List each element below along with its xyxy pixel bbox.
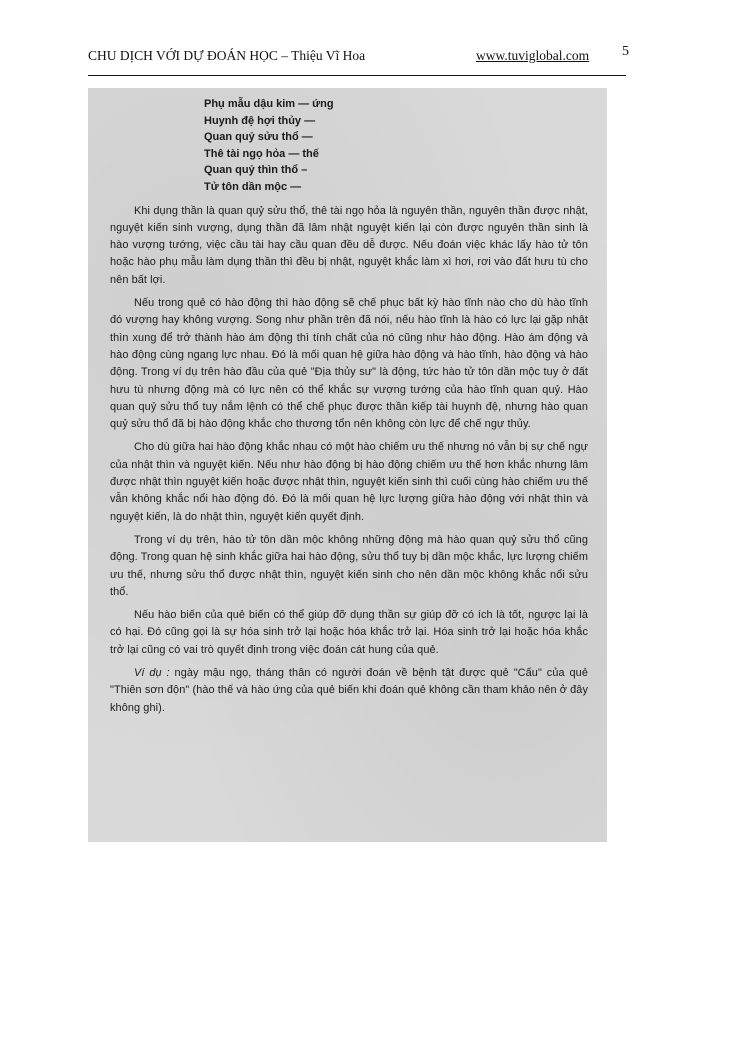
header-divider [88,75,626,76]
hexagram-line: Thê tài ngọ hỏa — thế [204,147,319,160]
example-text: ngày mậu ngọ, tháng thân có người đoán về bệnh tật được quẻ "Cấu" của quẻ "Thiên sơn độn" (hào thế và hào ứng của quẻ biến khi đoán quẻ không cần tham khảo nên ở đây không ghi). [110,666,588,714]
page-header [88,44,628,74]
hexagram-lines [204,96,588,196]
hexagram-line: Quan quỷ sửu thổ — [204,131,313,144]
book-title: CHU DỊCH VỚI DỰ ĐOÁN HỌC – Thiệu Vĩ Hoa [88,48,366,63]
scanned-text-block [110,96,588,717]
hexagram-line: Quan quỷ thìn thổ – [204,164,308,177]
website-link[interactable]: www.tuviglobal.com [476,48,590,63]
scanned-page-image [88,88,607,842]
page-number: 5 [622,44,629,59]
paragraph: Nếu hào biến của quẻ biến có thể giúp đỡ dụng thần sự giúp đỡ có ích là tốt, ngược lại là có hại. Đó cũng gọi là sự hóa sinh trở lại hoặc hóa khắc trở lại. Hóa sinh trở lại hoặc hóa khắc trở lại cũng có vai trò quyết định trong việc đoán cát hung của quẻ. [110,609,588,656]
example-label: Ví dụ : [134,666,170,679]
hexagram-line: Phụ mẫu dậu kim — ứng [204,98,334,110]
example-paragraph [110,665,588,717]
paragraph: Khi dụng thần là quan quỷ sửu thổ, thê tài ngọ hỏa là nguyên thần, nguyên thần được nhật, nguyệt kiến sinh vượng, dụng thần đã lâm nhật nguyệt kiến lại còn được nguyên thần sinh là hào vượng tướng, việc cầu tài hay cầu quan đều dễ được. Nếu đoán việc khác lấy hào tử tôn hoặc hào phụ mẫu làm dụng thần thì đều bị nhật, nguyệt khắc làm xì hơi, rơi vào đất hưu tù cho nên bất lợi. [110,204,588,286]
paragraph: Cho dù giữa hai hào động khắc nhau có một hào chiếm ưu thế nhưng nó vẫn bị sự chế ngự của nhật thìn và nguyệt kiến. Nếu như hào động bị hào động chiếm ưu thế hơn khắc nhưng lâm được nhật thìn nguyệt kiến hoặc được nhật thìn, nguyệt kiến sinh thì cuối cùng hào chiếm ưu thế vẫn không khắc nổi hào động đó. Đó là mối quan hệ lực lượng giữa hào động với nhật thìn và nguyệt kiến, là do nhật thìn, nguyệt kiến quyết định. [110,441,588,523]
hexagram-line: Huynh đệ hợi thủy — [204,114,316,127]
paragraph: Trong ví dụ trên, hào tử tôn dần mộc không những động mà hào quan quỷ sửu thổ cũng động. Trong quan hệ sinh khắc giữa hai hào động, sửu thổ tuy bị dần mộc khắc, lực lượng chiếm ưu thế, nhưng sửu thổ được nhật thìn, nguyệt kiến sinh cho nên dần mộc không khắc nổi sửu thổ. [110,533,588,598]
paragraph: Nếu trong quẻ có hào động thì hào động sẽ chế phục bất kỳ hào tĩnh nào cho dù hào tĩnh đó vượng hay không vượng. Song như phần trên đã nói, nếu hào tĩnh là hào có lực lại gặp nhật thìn xung để trở thành hào ám động thì tính chất của nó cũng như hào động. Hào ám động và hào động cùng ngang lực nhau. Đó là mối quan hệ giữa hào động và hào tĩnh, hào động và hào động. Trong ví dụ trên hào đầu của quẻ "Địa thủy sư" là động, tức hào tử tôn dần mộc tuy ở đất hưu tù nhưng động mà có lực nên có thể khắc sự vượng tướng của hào tĩnh quan quỷ. Hào quan quỷ sửu thổ tuy nắm lệnh có thể chế phục được thần kiếp tài huynh đệ, nhưng hào quan quỷ sửu thổ đã bị hào động khắc cho thương tổn nên không còn lực để chế ngự thủy. [110,297,588,431]
hexagram-line: Tử tôn dần mộc — [204,180,302,193]
